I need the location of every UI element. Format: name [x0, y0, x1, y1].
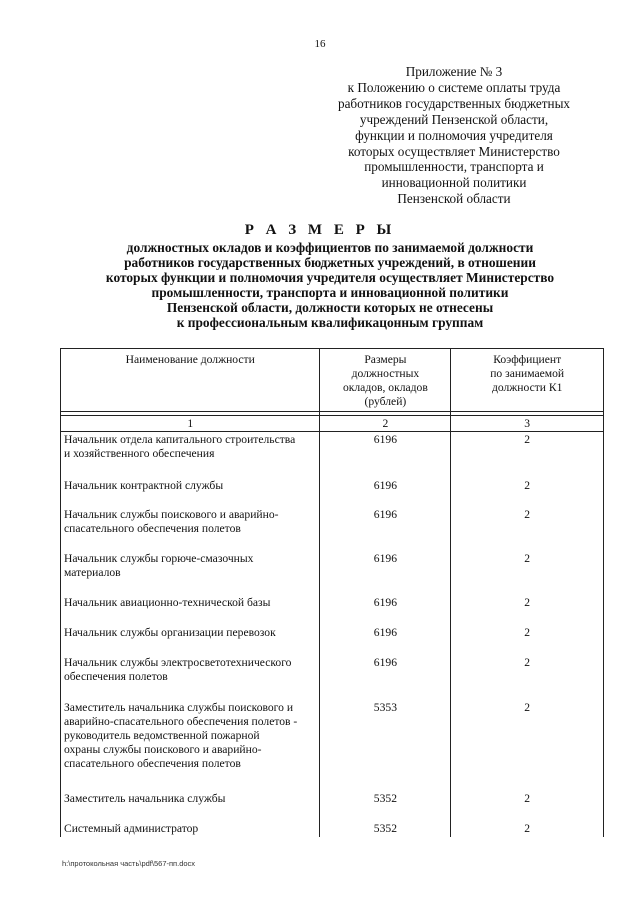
table-row [61, 478, 604, 507]
salary-value: 5353 [320, 700, 451, 791]
salary-value: 5352 [320, 821, 451, 837]
position-name-line: Начальник службы горюче-смазочных [64, 551, 254, 565]
salary-value: 6196 [320, 478, 451, 507]
subtitle-line: Пензенской области, должности которых не отнесены [166, 300, 494, 316]
file-path-footer: h:\протокольная часть\pdf\567-пп.docx [62, 859, 196, 868]
coefficient-value: 2 [451, 551, 604, 595]
appendix-line: Приложение № 3 [405, 64, 503, 79]
header-position-name [61, 349, 320, 412]
salary-value: 6196 [320, 551, 451, 595]
coefficient-value: 2 [451, 432, 604, 478]
position-name-line: аварийно-спасательного обеспечения полетов - [64, 714, 298, 728]
table-row [61, 551, 604, 595]
header-salary [320, 349, 451, 412]
table-row [61, 821, 604, 837]
position-name [61, 655, 320, 700]
salary-value: 6196 [320, 595, 451, 625]
document-subtitle [60, 240, 600, 331]
subtitle-line: к профессиональным квалификацонным группам [176, 315, 484, 331]
header-coefficient [451, 349, 604, 412]
table-row [61, 791, 604, 821]
header-line: Размеры [364, 353, 407, 366]
column-number: 3 [451, 416, 604, 432]
appendix-line: инновационной политики [381, 175, 527, 191]
appendix-line: которых осуществляет Министерство [348, 143, 560, 159]
subtitle-line: должностных окладов и коэффициентов по занимаемой должности [126, 240, 534, 255]
header-line: Коэффициент [493, 353, 562, 366]
table-row [61, 507, 604, 551]
position-name [61, 432, 320, 478]
position-name-line: Начальник службы поискового и аварийно- [64, 507, 279, 521]
position-name [61, 625, 320, 655]
position-name-line: спасательного обеспечения полетов [64, 521, 241, 535]
position-name-line: Заместитель начальника службы [64, 791, 226, 805]
column-number-row [61, 416, 604, 432]
subtitle-line: которых функции и полномочия учредителя осуществляет Министерство [105, 270, 555, 286]
appendix-line: функции и полномочия учредителя [355, 127, 553, 143]
salary-value: 6196 [320, 507, 451, 551]
table-row [61, 655, 604, 700]
coefficient-value: 2 [451, 595, 604, 625]
coefficient-value: 2 [451, 821, 604, 837]
position-name-line: обеспечения полетов [64, 669, 168, 683]
position-name [61, 478, 320, 507]
position-name-line: Начальник службы электросветотехнического [64, 655, 292, 669]
position-name-line: руководитель ведомственной пожарной [64, 728, 260, 742]
position-name-line: и хозяйственного обеспечения [64, 447, 215, 460]
salary-value: 6196 [320, 432, 451, 478]
salary-table [60, 348, 604, 837]
position-name-line: Начальник службы организации перевозок [64, 625, 276, 639]
table-row [61, 432, 604, 478]
header-line: (рублей) [364, 395, 407, 408]
appendix-line: работников государственных бюджетных [337, 95, 571, 111]
position-name-line: материалов [64, 565, 121, 579]
column-number: 1 [61, 416, 320, 432]
position-name-line: спасательного обеспечения полетов [64, 756, 241, 770]
header-line: Наименование должности [125, 353, 255, 366]
appendix-line: промышленности, транспорта и [364, 159, 544, 175]
coefficient-value: 2 [451, 791, 604, 821]
position-name [61, 700, 320, 791]
salary-value: 6196 [320, 625, 451, 655]
appendix-line: учреждений Пензенской области, [359, 111, 549, 127]
position-name-line: Начальник контрактной службы [64, 478, 224, 492]
document-title: Р А З М Е Р Ы [244, 222, 396, 238]
table-row [61, 625, 604, 655]
position-name [61, 821, 320, 837]
position-name [61, 595, 320, 625]
position-name-line: Начальник отдела капитального строительства [64, 433, 296, 446]
coefficient-value: 2 [451, 700, 604, 791]
table-row [61, 595, 604, 625]
position-name-line: Начальник авиационно-технической базы [64, 595, 271, 609]
appendix-line: к Положению о системе оплаты труда [347, 79, 561, 95]
table-row [61, 700, 604, 791]
position-name [61, 791, 320, 821]
coefficient-value: 2 [451, 655, 604, 700]
coefficient-value: 2 [451, 625, 604, 655]
coefficient-value: 2 [451, 507, 604, 551]
page-number: 16 [314, 38, 326, 50]
header-line: окладов, окладов [342, 381, 428, 394]
subtitle-line: работников государственных бюджетных учреждений, в отношении [124, 255, 536, 271]
position-name [61, 507, 320, 551]
header-line: должностных [351, 367, 420, 380]
salary-value: 6196 [320, 655, 451, 700]
position-name-line: Заместитель начальника службы поискового и [64, 700, 294, 714]
header-line: должности К1 [491, 381, 563, 394]
coefficient-value: 2 [451, 478, 604, 507]
subtitle-line: промышленности, транспорта и инновационной политики [151, 285, 509, 301]
appendix-block [318, 64, 590, 207]
position-name-line: Системный администратор [64, 821, 199, 835]
column-number: 2 [320, 416, 451, 432]
position-name [61, 551, 320, 595]
position-name-line: охраны службы поискового и аварийно- [64, 742, 262, 756]
table-header-row [61, 349, 604, 412]
salary-value: 5352 [320, 791, 451, 821]
header-line: по занимаемой [490, 367, 565, 380]
appendix-line: Пензенской области [397, 191, 511, 207]
